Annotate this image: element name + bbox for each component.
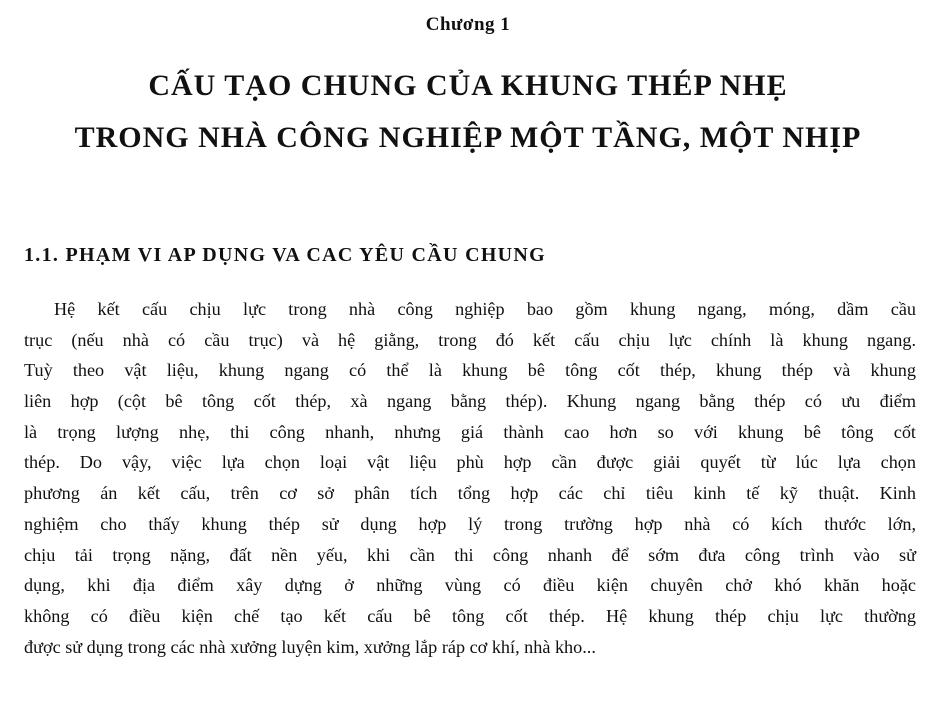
paragraph-line: Hệ kết cấu chịu lực trong nhà công nghiệp bao gồm khung ngang, móng, dầm cầu bbox=[54, 299, 916, 319]
paragraph-line: thép. Do vậy, việc lựa chọn loại vật liệu phù hợp cần được giải quyết từ lúc lựa chọn bbox=[24, 452, 916, 473]
chapter-label: Chương 1 bbox=[425, 14, 511, 35]
chapter-title-line-1: CẤU TẠO CHUNG CỦA KHUNG THÉP NHẸ bbox=[148, 69, 788, 102]
paragraph-line: phương án kết cấu, trên cơ sở phân tích tổng hợp các chỉ tiêu kinh tế kỹ thuật. Kinh bbox=[24, 483, 916, 504]
paragraph-line: Tuỳ theo vật liệu, khung ngang có thể là khung bê tông cốt thép, khung thép và khung bbox=[24, 360, 916, 381]
paragraph-line: chịu tải trọng nặng, đất nền yếu, khi cần thi công nhanh để sớm đưa công trình vào sử bbox=[24, 544, 916, 565]
paragraph-line: là trọng lượng nhẹ, thi công nhanh, nhưng giá thành cao hơn so với khung bê tông cốt bbox=[24, 421, 916, 442]
paragraph-line: được sử dụng trong các nhà xưởng luyện kim, xưởng lắp ráp cơ khí, nhà kho... bbox=[24, 636, 596, 657]
section-heading: 1.1. PHẠM VI AP DỤNG VA CAC YÊU CẦU CHUNG bbox=[24, 244, 547, 266]
chapter-title bbox=[0, 60, 936, 164]
paragraph-line: trục (nếu nhà có cầu trục) và hệ giằng, trong đó kết cấu chịu lực chính là khung ngang. bbox=[24, 329, 916, 350]
paragraph-line: dụng, khi địa điểm xây dựng ở những vùng có điều kiện chuyên chở khó khăn hoặc bbox=[24, 575, 916, 596]
paragraph-line: nghiệm cho thấy khung thép sử dụng hợp lý trong trường hợp nhà có kích thước lớn, bbox=[24, 513, 916, 534]
paragraph-line: không có điều kiện chế tạo kết cấu bê tông cốt thép. Hệ khung thép chịu lực thường bbox=[24, 605, 916, 626]
body-paragraph bbox=[24, 294, 916, 662]
chapter-title-line-2: TRONG NHÀ CÔNG NGHIỆP MỘT TẦNG, MỘT NHỊP bbox=[74, 121, 862, 154]
paragraph-line: liên hợp (cột bê tông cốt thép, xà ngang bằng thép). Khung ngang bằng thép có ưu điểm bbox=[24, 391, 916, 412]
